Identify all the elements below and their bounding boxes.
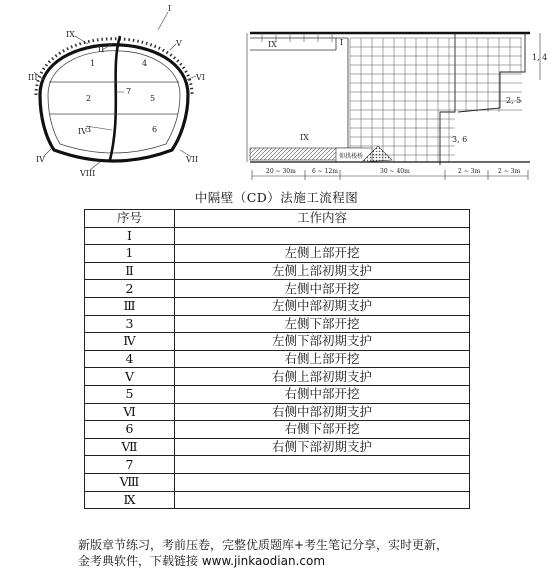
table-row [85,368,470,386]
rock-bolt-dashes [36,39,192,95]
table-row [85,245,470,263]
label-dim-1-4: 1, 4 [532,53,548,62]
row-sequence: Ⅸ [85,491,175,509]
row-sequence: Ⅴ [85,368,175,386]
row-work-content: 右侧中部初期支护 [175,403,470,421]
row-sequence: Ⅶ [85,438,175,456]
row-sequence: 4 [85,350,175,368]
label-iv-section: IV [78,127,87,136]
bench-step-outline [440,33,455,165]
row-work-content: 右侧中部开挖 [175,385,470,403]
label-i-section: I [168,4,172,13]
table-row [85,262,470,280]
row-sequence: Ⅰ [85,227,175,245]
footer-note [78,537,548,569]
row-work-content: 左侧下部初期支护 [175,333,470,351]
row-sequence: Ⅱ [85,262,175,280]
row-sequence: Ⅲ [85,297,175,315]
row-sequence: 1 [85,245,175,263]
table-row [85,350,470,368]
row-sequence: 5 [85,385,175,403]
tunnel-cross-section [28,4,205,178]
label-viii-section: VIII [80,169,96,178]
label-ix-top: IX [268,40,277,49]
row-work-content: 左侧下部开挖 [175,315,470,333]
label-d2: 6 ~ 12m [312,168,338,175]
label-iii-section: III [28,73,38,82]
label-d1: 20 ~ 30m [266,168,296,175]
table-row [85,280,470,298]
row-sequence: 2 [85,280,175,298]
row-sequence: Ⅵ [85,403,175,421]
label-i-top: I [340,38,344,47]
row-work-content [175,491,470,509]
table-row [85,403,470,421]
footer-line-1: 新版章节练习，考前压卷，完整优质题库+考生笔记分享，实时更新， [78,538,449,552]
header-sequence: 序号 [85,210,175,228]
row-work-content: 左侧上部开挖 [175,245,470,263]
row-work-content [175,227,470,245]
label-1-section: 1 [90,59,96,68]
table-row [85,438,470,456]
label-d4: 2 ~ 3m [458,168,481,175]
label-4-section: 4 [142,59,148,68]
table-row [85,385,470,403]
row-sequence: 6 [85,421,175,439]
table-row [85,315,470,333]
table-row [85,297,470,315]
table-row [85,227,470,245]
table-row [85,456,470,474]
longitudinal-profile [247,33,547,180]
table-row [85,421,470,439]
table-row [85,491,470,509]
row-work-content [175,473,470,491]
row-work-content: 右侧上部初期支护 [175,368,470,386]
footer-line-2: 金考典软件，下载链接 www.jinkaodian.com [78,554,326,568]
workflow-table-body [85,227,470,509]
label-trestle: 仰拱栈桥 [339,153,364,160]
label-6-section: 6 [152,125,158,134]
excavation-grid [350,38,522,162]
label-3-section: 3 [86,125,92,134]
row-work-content: 左侧上部初期支护 [175,262,470,280]
label-iv-left-section: IV [36,155,45,164]
table-row [85,333,470,351]
label-dim-2-5: 2, 5 [506,96,522,105]
row-sequence: 3 [85,315,175,333]
label-dim-3-6: 3, 6 [452,135,468,144]
label-d3: 30 ~ 40m [380,168,410,175]
row-work-content: 右侧下部开挖 [175,421,470,439]
label-2-section: 2 [86,94,92,103]
row-work-content: 左侧中部初期支护 [175,297,470,315]
figure-caption: 中隔壁（CD）法施工流程图 [194,190,359,205]
label-ix-bottom: IX [300,133,309,142]
table-header-row [85,210,470,228]
label-ii-section: II [98,45,105,54]
label-d5: 2 ~ 3m [498,168,521,175]
label-ix-section: IX [66,30,75,39]
row-sequence: 7 [85,456,175,474]
label-7-section: 7 [126,87,132,96]
workflow-table [84,209,470,509]
label-vii-section: VII [186,155,199,164]
construction-diagram [0,0,553,185]
row-work-content [175,456,470,474]
row-work-content: 右侧下部初期支护 [175,438,470,456]
label-vi-section: VI [196,73,205,82]
middle-partition-wall [110,36,120,160]
row-work-content: 左侧中部开挖 [175,280,470,298]
label-5-section: 5 [150,94,156,103]
label-v-section: V [176,39,182,48]
row-sequence: Ⅷ [85,473,175,491]
row-sequence: Ⅳ [85,333,175,351]
table-row [85,473,470,491]
header-work-content: 工作内容 [175,210,470,228]
row-work-content: 右侧上部开挖 [175,350,470,368]
